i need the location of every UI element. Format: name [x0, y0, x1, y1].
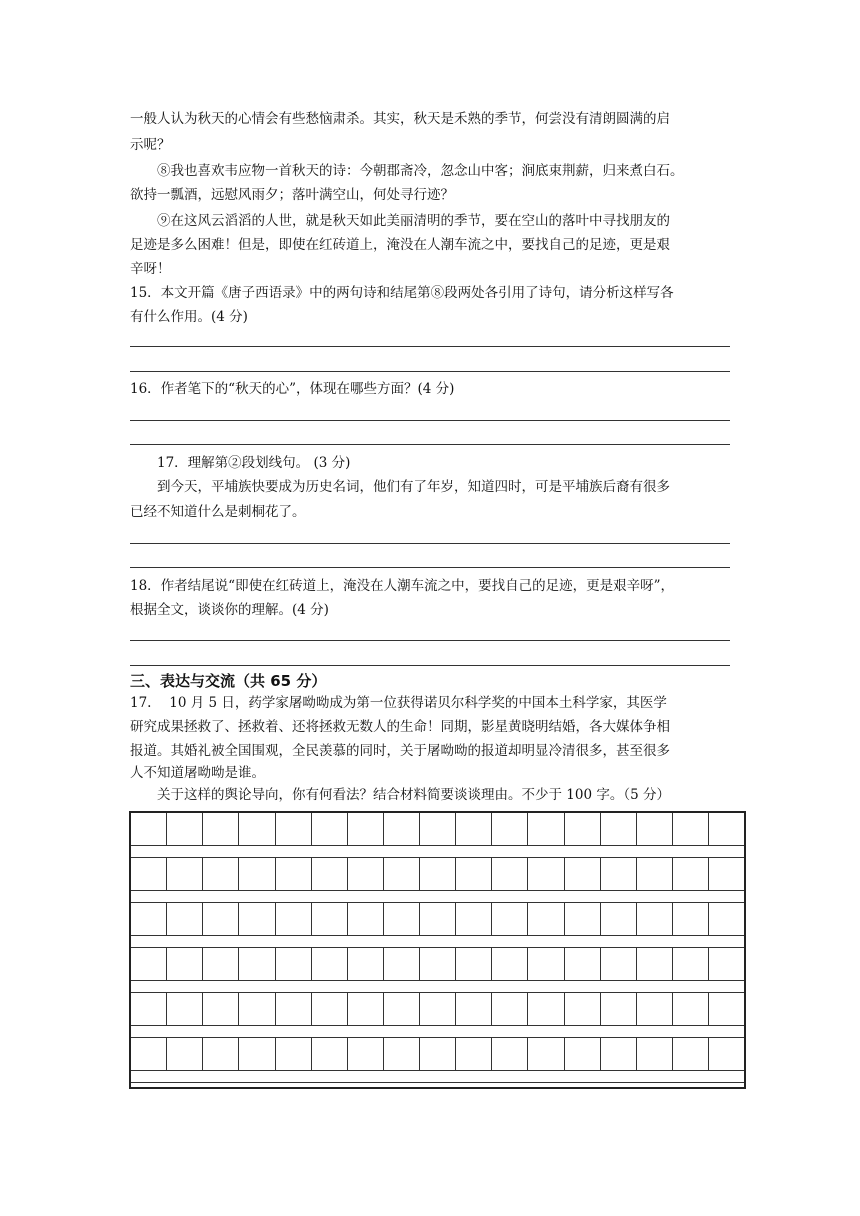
grid-cell[interactable]: [456, 858, 492, 890]
grid-cell[interactable]: [276, 813, 312, 845]
grid-cell[interactable]: [709, 1038, 744, 1070]
section3-paragraph-line-2: 研究成果拯救了、拯救着、还将拯救无数人的生命！同期，影星黄晓明结婚，各大媒体争相: [130, 719, 670, 735]
question-17-quote-line-2: 已经不知道什么是刺桐花了。: [130, 504, 306, 520]
grid-cell[interactable]: [384, 813, 420, 845]
grid-cell[interactable]: [312, 993, 348, 1025]
grid-cell[interactable]: [167, 1038, 203, 1070]
passage-line-6: 足迹是多么困难！但是，即使在红砖道上，淹没在人潮车流之中，要找自己的足迹，更是艰: [130, 237, 670, 253]
section3-prompt: 关于这样的舆论导向，你有何看法？结合材料简要谈谈理由。不少于 100 字。（5 分）: [130, 787, 670, 803]
passage-line-5: ⑨在这风云滔滔的人世，就是秋天如此美丽清明的季节，要在空山的落叶中寻找朋友的: [130, 213, 670, 229]
grid-cell[interactable]: [492, 948, 528, 980]
grid-cell[interactable]: [709, 993, 744, 1025]
grid-cell[interactable]: [131, 858, 167, 890]
answer-line[interactable]: [130, 371, 730, 372]
grid-cell[interactable]: [348, 903, 384, 935]
grid-cell[interactable]: [239, 858, 275, 890]
grid-cell[interactable]: [565, 948, 601, 980]
grid-cell[interactable]: [673, 858, 709, 890]
grid-cell[interactable]: [203, 948, 239, 980]
grid-cell[interactable]: [276, 993, 312, 1025]
grid-cell[interactable]: [203, 903, 239, 935]
grid-cell[interactable]: [167, 948, 203, 980]
grid-cell[interactable]: [420, 813, 456, 845]
grid-cell[interactable]: [420, 993, 456, 1025]
grid-cell[interactable]: [167, 858, 203, 890]
grid-cell[interactable]: [384, 948, 420, 980]
grid-cell[interactable]: [167, 813, 203, 845]
grid-cell[interactable]: [131, 903, 167, 935]
passage-line-3: ⑧我也喜欢韦应物一首秋天的诗：今朝郡斋冷，忽念山中客；涧底束荆薪，归来煮白石。: [130, 163, 684, 179]
grid-cell[interactable]: [239, 813, 275, 845]
grid-cell[interactable]: [528, 948, 564, 980]
section3-paragraph-line-1: 17. 10 月 5 日，药学家屠呦呦成为第一位获得诺贝尔科学奖的中国本土科学家，其医学: [130, 695, 667, 711]
grid-cell[interactable]: [167, 903, 203, 935]
grid-cell[interactable]: [637, 813, 673, 845]
grid-cell[interactable]: [601, 903, 637, 935]
grid-cell[interactable]: [492, 1038, 528, 1070]
passage-line-7: 辛呀！: [130, 261, 171, 277]
grid-cell[interactable]: [601, 858, 637, 890]
grid-cell[interactable]: [565, 993, 601, 1025]
grid-cell[interactable]: [565, 903, 601, 935]
grid-cell[interactable]: [312, 858, 348, 890]
grid-cell[interactable]: [312, 948, 348, 980]
writing-grid[interactable]: [129, 811, 746, 1089]
grid-cell[interactable]: [348, 993, 384, 1025]
answer-line[interactable]: [130, 665, 730, 666]
question-15-line-2: 有什么作用。(4 分): [130, 309, 248, 325]
grid-row: [131, 813, 744, 846]
grid-cell[interactable]: [167, 993, 203, 1025]
grid-cell[interactable]: [420, 1038, 456, 1070]
grid-cell[interactable]: [492, 813, 528, 845]
answer-line[interactable]: [130, 346, 730, 347]
grid-cell[interactable]: [348, 813, 384, 845]
grid-cell[interactable]: [384, 903, 420, 935]
grid-cell[interactable]: [420, 903, 456, 935]
grid-cell[interactable]: [637, 993, 673, 1025]
grid-cell[interactable]: [456, 903, 492, 935]
question-18-line-1: 18．作者结尾说“即使在红砖道上，淹没在人潮车流之中，要找自己的足迹，更是艰辛呀”，: [130, 578, 674, 594]
grid-cell[interactable]: [131, 948, 167, 980]
question-18-line-2: 根据全文，谈谈你的理解。(4 分): [130, 602, 329, 618]
grid-cell[interactable]: [528, 858, 564, 890]
answer-line[interactable]: [130, 444, 730, 445]
question-17-quote-line-1: 到今天，平埔族快要成为历史名词，他们有了年岁，知道四时，可是平埔族后裔有很多: [130, 479, 670, 495]
question-15-line-1: 15．本文开篇《唐子西语录》中的两句诗和结尾第⑧段两处各引用了诗句，请分析这样写各: [130, 285, 674, 301]
passage-line-2: 示呢？: [130, 137, 171, 153]
grid-cell[interactable]: [456, 1038, 492, 1070]
grid-cell[interactable]: [637, 903, 673, 935]
section-heading: 三、表达与交流（共 65 分）: [130, 672, 327, 690]
passage-line-1: 一般人认为秋天的心情会有些愁恼肃杀。其实，秋天是禾熟的季节，何尝没有清朗圆满的启: [130, 111, 670, 127]
section3-paragraph-line-3: 报道。其婚礼被全国围观，全民羡慕的同时，关于屠呦呦的报道却明显冷清很多，甚至很多: [130, 743, 670, 759]
grid-row: [131, 858, 744, 891]
grid-cell[interactable]: [203, 858, 239, 890]
grid-cell[interactable]: [276, 1038, 312, 1070]
grid-cell[interactable]: [492, 858, 528, 890]
grid-cell[interactable]: [565, 858, 601, 890]
grid-cell[interactable]: [601, 1038, 637, 1070]
answer-line[interactable]: [130, 640, 730, 641]
question-17-title: 17．理解第②段划线句。 (3 分): [130, 455, 351, 471]
grid-cell[interactable]: [673, 903, 709, 935]
grid-row: [131, 903, 744, 936]
grid-cell[interactable]: [348, 858, 384, 890]
grid-cell[interactable]: [239, 903, 275, 935]
grid-cell[interactable]: [131, 813, 167, 845]
grid-cell[interactable]: [528, 903, 564, 935]
grid-cell[interactable]: [276, 858, 312, 890]
grid-cell[interactable]: [528, 993, 564, 1025]
grid-cell[interactable]: [565, 813, 601, 845]
grid-cell[interactable]: [673, 993, 709, 1025]
grid-cell[interactable]: [384, 1038, 420, 1070]
grid-cell[interactable]: [601, 993, 637, 1025]
grid-cell[interactable]: [239, 1038, 275, 1070]
grid-cell[interactable]: [601, 813, 637, 845]
grid-cell[interactable]: [276, 903, 312, 935]
grid-cell[interactable]: [348, 1038, 384, 1070]
grid-cell[interactable]: [492, 903, 528, 935]
grid-cell[interactable]: [673, 1038, 709, 1070]
grid-cell[interactable]: [601, 948, 637, 980]
grid-cell[interactable]: [131, 993, 167, 1025]
grid-cell[interactable]: [239, 993, 275, 1025]
grid-cell[interactable]: [239, 948, 275, 980]
grid-cell[interactable]: [637, 1038, 673, 1070]
grid-cell[interactable]: [203, 993, 239, 1025]
grid-cell[interactable]: [384, 858, 420, 890]
grid-cell[interactable]: [456, 993, 492, 1025]
passage-line-4: 欲持一瓢酒，远慰风雨夕；落叶满空山，何处寻行迹？: [130, 187, 454, 203]
question-16: 16．作者笔下的“秋天的心”，体现在哪些方面？(4 分): [130, 381, 455, 397]
grid-cell[interactable]: [203, 1038, 239, 1070]
grid-cell[interactable]: [456, 948, 492, 980]
grid-cell[interactable]: [709, 813, 744, 845]
section3-paragraph-line-4: 人不知道屠呦呦是谁。: [130, 765, 265, 781]
grid-cell[interactable]: [312, 1038, 348, 1070]
grid-row: [131, 948, 744, 981]
grid-cell[interactable]: [492, 993, 528, 1025]
grid-cell[interactable]: [528, 1038, 564, 1070]
grid-row: [131, 993, 744, 1026]
grid-cell[interactable]: [528, 813, 564, 845]
answer-line[interactable]: [130, 420, 730, 421]
answer-line[interactable]: [130, 567, 730, 568]
grid-cell[interactable]: [709, 858, 744, 890]
grid-cell[interactable]: [203, 813, 239, 845]
grid-cell[interactable]: [565, 1038, 601, 1070]
grid-cell[interactable]: [312, 903, 348, 935]
grid-cell[interactable]: [637, 858, 673, 890]
grid-cell[interactable]: [348, 948, 384, 980]
grid-cell[interactable]: [637, 948, 673, 980]
grid-cell[interactable]: [420, 948, 456, 980]
grid-cell[interactable]: [673, 948, 709, 980]
grid-cell[interactable]: [673, 813, 709, 845]
grid-cell[interactable]: [709, 903, 744, 935]
grid-cell[interactable]: [709, 948, 744, 980]
grid-cell[interactable]: [384, 993, 420, 1025]
grid-cell[interactable]: [276, 948, 312, 980]
grid-spacer-line: [131, 1082, 744, 1083]
grid-cell[interactable]: [131, 1038, 167, 1070]
grid-cell[interactable]: [456, 813, 492, 845]
answer-line[interactable]: [130, 543, 730, 544]
grid-cell[interactable]: [420, 858, 456, 890]
grid-cell[interactable]: [312, 813, 348, 845]
grid-row: [131, 1038, 744, 1071]
